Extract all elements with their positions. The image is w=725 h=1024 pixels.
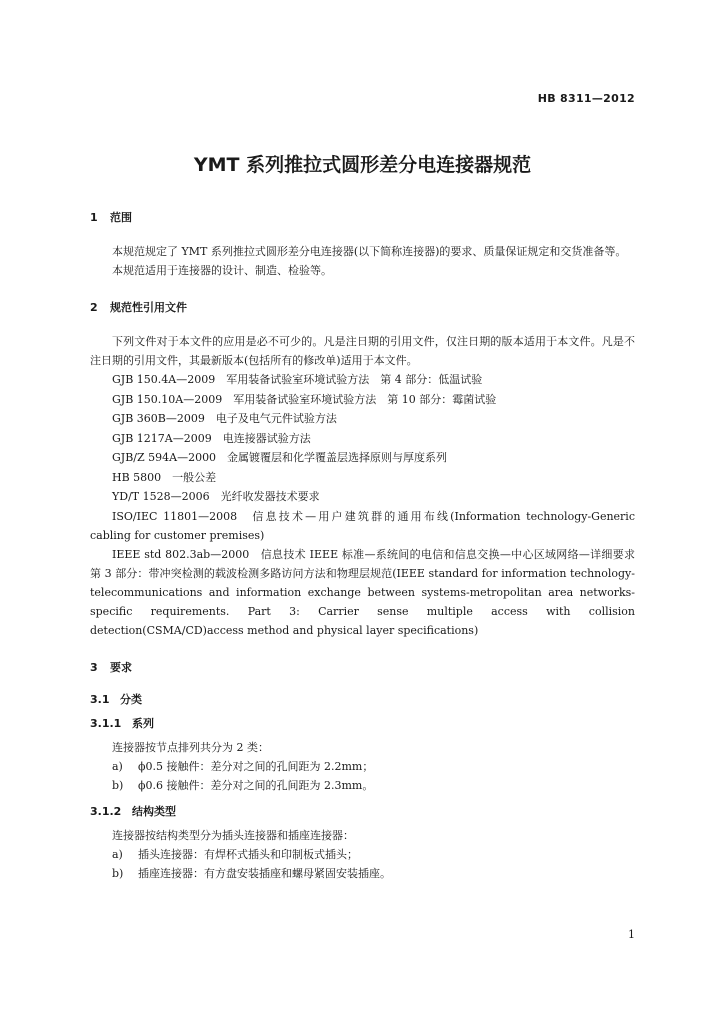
reference-item-iso: ISO/IEC 11801—2008 信息技术—用户建筑群的通用布线(Information technology-Generic cabling for customer premises) (90, 509, 635, 542)
document-body (90, 210, 646, 884)
subsection-3-1-2-heading (90, 804, 635, 820)
structure-intro: 连接器按结构类型分为插头连接器和插座连接器： (112, 828, 354, 842)
list-item-text: 插头连接器：有焊杯式插头和印制板式插头； (138, 847, 358, 861)
subsection-number: 3.1.1 (90, 716, 122, 730)
subsection-3-1-heading (90, 692, 635, 708)
list-item-label: b) (112, 867, 124, 880)
section-title: 规范性引用文件 (110, 301, 187, 314)
section-number: 1 (90, 211, 98, 224)
page-number: 1 (628, 928, 635, 941)
reference-item: HB 5800 一般公差 (112, 470, 217, 484)
section-1-heading (90, 210, 635, 226)
reference-item: GJB/Z 594A—2000 金属镀覆层和化学覆盖层选择原则与厚度系列 (112, 451, 448, 464)
reference-item: GJB 360B—2009 电子及电气元件试验方法 (112, 412, 337, 425)
standard-code: HB 8311—2012 (537, 92, 635, 105)
section-title: 要求 (110, 660, 132, 674)
list-item-label: b) (112, 779, 124, 792)
series-intro: 连接器按节点排列共分为 2 类： (112, 740, 269, 754)
list-item (90, 845, 635, 865)
section-title: 范围 (110, 211, 132, 224)
list-item (90, 757, 635, 777)
section-number: 3 (90, 660, 98, 674)
reference-item: GJB 1217A—2009 电连接器试验方法 (112, 431, 311, 445)
scope-paragraph-2: 本规范适用于连接器的设计、制造、检验等。 (112, 264, 332, 277)
subsection-title: 结构类型 (132, 804, 176, 818)
references-intro: 下列文件对于本文件的应用是必不可少的。凡是注日期的引用文件，仅注日期的版本适用于本文件。凡是不注日期的引用文件，其最新版本(包括所有的修改单)适用于本文件。 (90, 335, 635, 367)
list-item (90, 864, 635, 884)
list-item (90, 776, 635, 796)
document-title: YMT 系列推拉式圆形差分电连接器规范 (193, 154, 532, 176)
subsection-title: 分类 (120, 692, 142, 706)
subsection-3-1-1-heading (90, 716, 635, 732)
list-item-label: a) (112, 847, 123, 861)
reference-item: GJB 150.4A—2009 军用装备试验室环境试验方法 第 4 部分：低温试验 (112, 373, 483, 386)
section-2-heading (90, 300, 635, 316)
reference-item: YD/T 1528—2006 光纤收发器技术要求 (112, 490, 320, 503)
subsection-number: 3.1 (90, 692, 110, 706)
subsection-number: 3.1.2 (90, 804, 122, 818)
list-item-text: ϕ0.6 接触件：差分对之间的孔间距为 2.3mm。 (138, 779, 374, 792)
list-item-text: 插座连接器：有方盘安装插座和螺母紧固安装插座。 (138, 867, 391, 880)
list-item-text: ϕ0.5 接触件：差分对之间的孔间距为 2.2mm； (138, 759, 374, 773)
list-item-label: a) (112, 759, 123, 773)
section-3-heading (90, 660, 635, 676)
reference-item: GJB 150.10A—2009 军用装备试验室环境试验方法 第 10 部分：霉菌试验 (112, 392, 497, 406)
reference-item-ieee: IEEE std 802.3ab—2000 信息技术 IEEE 标准—系统间的电信和信息交换—中心区域网络—详细要求 第 3 部分：带冲突检测的载波检测多路访问方法和物理层规范(IEEE standard for information technology-telecommunications and information exchange between systems-metropolitan area networks-specific requirements. Part 3: Carrier sense multiple access with collision detection(CSMA/CD)access method and physical layer specifications) (90, 547, 646, 637)
subsection-title: 系列 (132, 716, 154, 730)
section-number: 2 (90, 301, 98, 314)
scope-paragraph-1: 本规范规定了 YMT 系列推拉式圆形差分电连接器(以下简称连接器)的要求、质量保证规定和交货准备等。 (112, 245, 627, 258)
